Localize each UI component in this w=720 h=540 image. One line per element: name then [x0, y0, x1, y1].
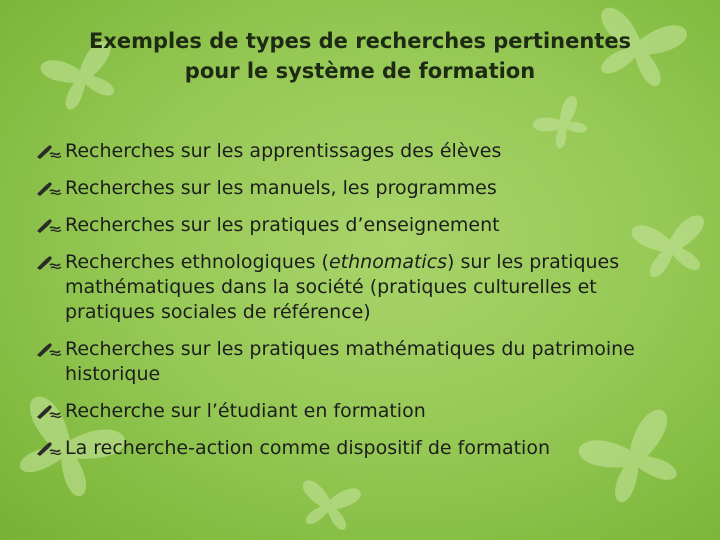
title-line-2: pour le système de formation — [184, 59, 536, 83]
bullet-item — [36, 139, 676, 164]
bullet-text-post: ) sur les pratiques mathématiques dans la société (pratiques culturelles et pratiques sociales de référence) — [65, 251, 620, 323]
pen-nib-icon — [36, 144, 62, 160]
bullet-item — [36, 213, 676, 238]
bullet-text-pre: Recherches ethnologiques ( — [65, 251, 329, 273]
bullet-text-emphasis: ethnomatics — [328, 251, 448, 273]
bullet-text: Recherches sur les pratiques d’enseignement — [65, 214, 500, 236]
bullet-text: Recherches sur les apprentissages des élèves — [65, 140, 502, 162]
bullet-text: Recherche sur l’étudiant en formation — [65, 400, 426, 422]
bullet-item — [36, 436, 676, 461]
bullet-text: Recherches sur les manuels, les programmes — [65, 177, 497, 199]
pen-nib-icon — [36, 342, 62, 358]
bullet-item — [36, 399, 676, 424]
butterfly-icon — [296, 479, 361, 532]
bullet-item — [36, 337, 676, 387]
bullet-item — [36, 176, 676, 201]
bullet-text: La recherche-action comme dispositif de formation — [65, 437, 550, 459]
slide-title — [40, 26, 680, 86]
bullet-item — [36, 250, 676, 325]
pen-nib-icon — [36, 218, 62, 234]
bullet-text: Recherches sur les pratiques mathématiques du patrimoine historique — [65, 338, 635, 385]
bullet-list — [36, 139, 676, 461]
pen-nib-icon — [36, 441, 62, 457]
title-line-1: Exemples de types de recherches pertinentes — [88, 29, 632, 53]
pen-nib-icon — [36, 181, 62, 197]
pen-nib-icon — [36, 255, 62, 271]
pen-nib-icon — [36, 404, 62, 420]
